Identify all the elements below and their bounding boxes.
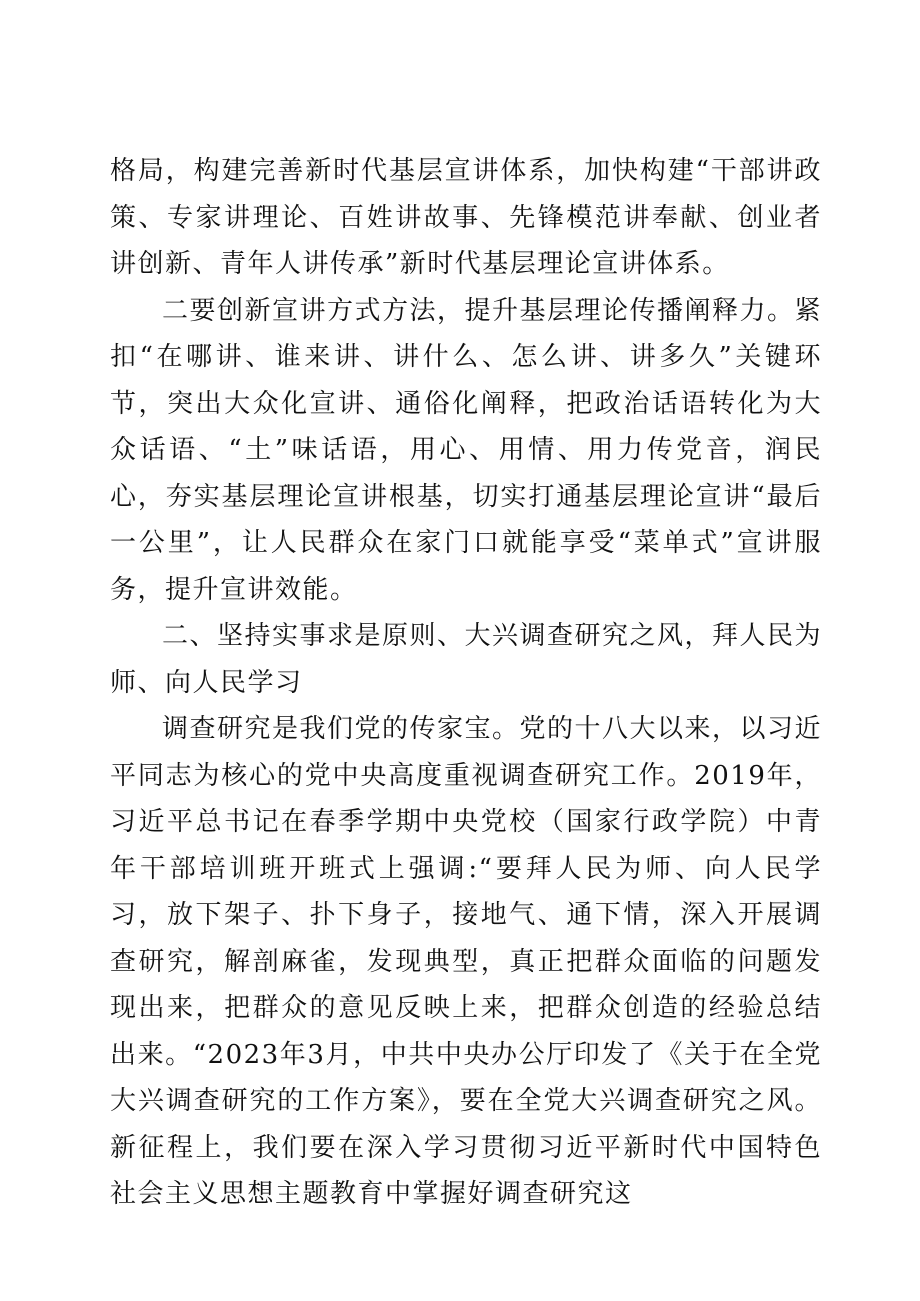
paragraph-research: 调查研究是我们党的传家宝。党的十八大以来，以习近平同志为核心的党中央高度重视调查研究工作。2019年，习近平总书记在春季学期中央党校（国家行政学院）中青年干部培训班开班式上强调:“要拜人民为师、向人民学习，放下架子、扑下身子，接地气、通下情，深入开展调查研究，解剖麻雀，发现典型，真正把群众面临的问题发现出来，把群众的意见反映上来，把群众创造的经验总结出来。“2023年3月，中共中央办公厅印发了《关于在全党大兴调查研究的工作方案》，要在全党大兴调查研究之风。新征程上，我们要在深入学习贯彻习近平新时代中国特色社会主义思想主题教育中掌握好调查研究这 [110, 714, 823, 1209]
paragraph-continuation: 格局，构建完善新时代基层宣讲体系，加快构建“干部讲政策、专家讲理论、百姓讲故事、先锋模范讲奉献、创业者讲创新、青年人讲传承”新时代基层理论宣讲体系。 [110, 156, 822, 279]
paragraph-innovate-methods: 二要创新宣讲方式方法，提升基层理论传播阐释力。紧扣“在哪讲、谁来讲、讲什么、怎么讲、讲多久”关键环节，突出大众化宣讲、通俗化阐释，把政治话语转化为大众话语、“土”味话语，用心、用情、用力传党音，润民心，夯实基层理论宣讲根基，切实打通基层理论宣讲“最后一公里”，让人民群众在家门口就能享受“菜单式”宣讲服务，提升宣讲效能。 [110, 295, 823, 605]
section-heading-research: 二、坚持实事求是原则、大兴调查研究之风，拜人民为师、向人民学习 [110, 621, 823, 698]
body-text [110, 148, 822, 1218]
